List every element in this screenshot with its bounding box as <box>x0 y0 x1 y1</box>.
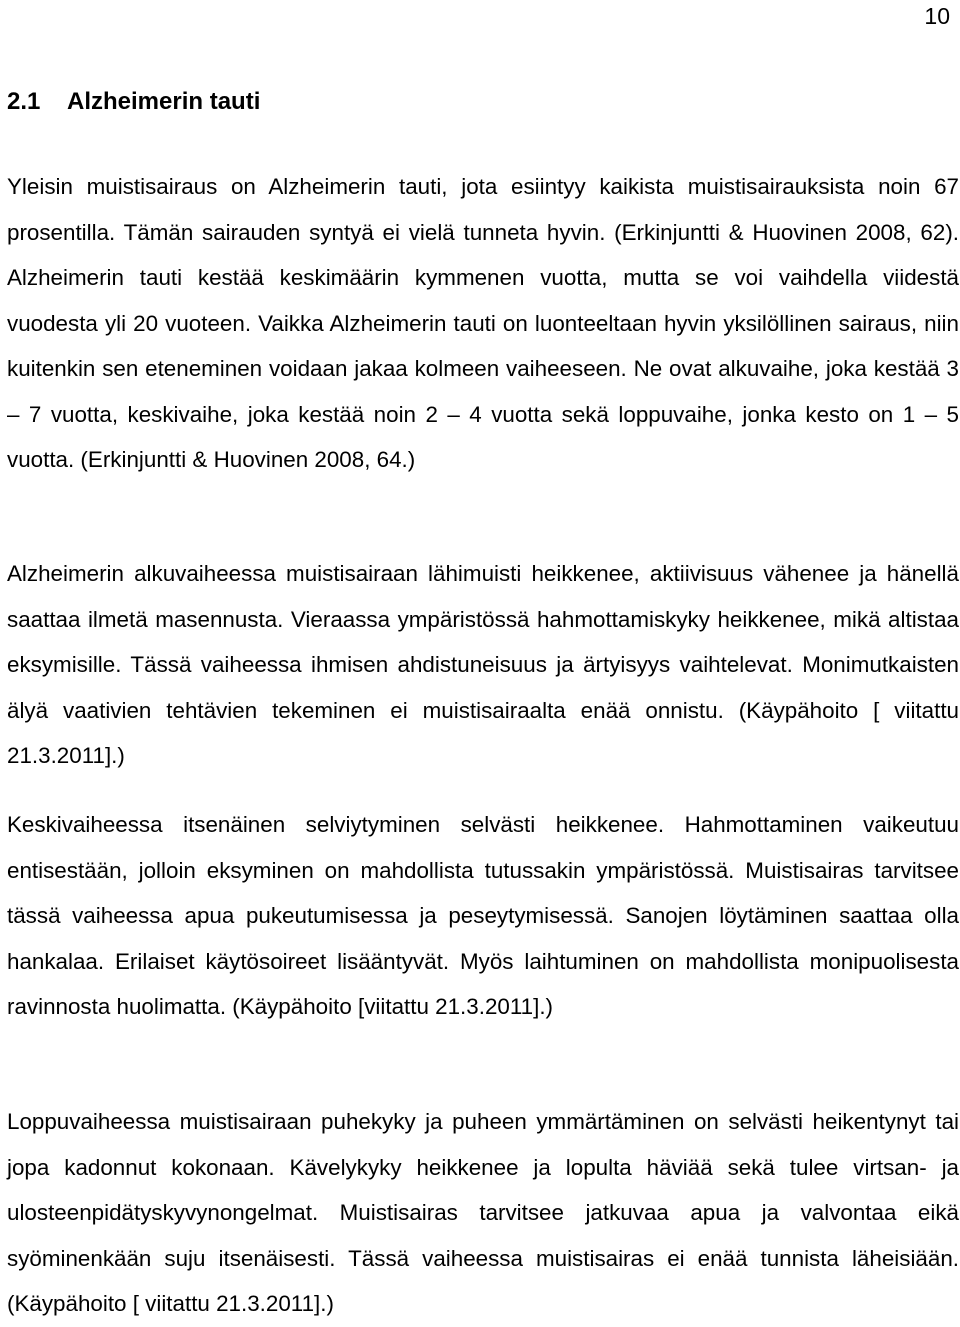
section-title: Alzheimerin tauti <box>67 88 261 115</box>
section-number: 2.1 <box>7 88 41 115</box>
paragraph-overview: Yleisin muistisairaus on Alzheimerin tauti, jota esiintyy kaikista muistisairauksista noin 67 prosentilla. Tämän sairauden syntyä ei vielä tunneta hyvin. (Erkinjuntti & Huovinen 2008, 62). Alzheimerin tauti kestää keskimäärin kymmenen vuotta, mutta se voi vaihdella viidestä vuodesta yli 20 vuoteen. Vaikka Alzheimerin tauti on luonteeltaan hyvin yksilöllinen sairaus, niin kuitenkin sen eteneminen voidaan jakaa kolmeen vaiheeseen. Ne ovat alkuvaihe, joka kestää 3 – 7 vuotta, keskivaihe, joka kestää noin 2 – 4 vuotta sekä loppuvaihe, jonka kesto on 1 – 5 vuotta. (Erkinjuntti & Huovinen 2008, 64.) <box>7 174 959 472</box>
page-number: 10 <box>924 3 950 29</box>
section-heading <box>7 86 260 118</box>
paragraph-middle-stage: Keskivaiheessa itsenäinen selviytyminen selvästi heikkenee. Hahmottaminen vaikeutuu entisestään, jolloin eksyminen on mahdollista tutussakin ympäristössä. Muistisairas tarvitsee tässä vaiheessa apua pukeutumisessa ja peseytymisessä. Sanojen löytäminen saattaa olla hankalaa. Erilaiset käytösoireet lisääntyvät. Myös laihtuminen on mahdollista monipuolisesta ravinnosta huolimatta. (Käypähoito [viitattu 21.3.2011].) <box>7 812 959 1019</box>
paragraph-late-stage: Loppuvaiheessa muistisairaan puhekyky ja puheen ymmärtäminen on selvästi heikentynyt tai jopa kadonnut kokonaan. Kävelykyky heikkenee ja lopulta häviää sekä tulee virtsan- ja ulosteenpidätyskyvynongelmat. Muistisairas tarvitsee jatkuvaa apua ja valvontaa eikä syöminenkään suju itsenäisesti. Tässä vaiheessa muistisairas ei enää tunnista läheisiään. (Käypähoito [ viitattu 21.3.2011].) <box>7 1109 959 1316</box>
paragraph-early-stage: Alzheimerin alkuvaiheessa muistisairaan lähimuisti heikkenee, aktiivisuus vähenee ja hänellä saattaa ilmetä masennusta. Vieraassa ympäristössä hahmottamiskyky heikkenee, mikä altistaa eksymisille. Tässä vaiheessa ihmisen ahdistuneisuus ja ärtyisyys vaihtelevat. Monimutkaisten älyä vaativien tehtävien tekeminen ei muistisairaalta enää onnistu. (Käypähoito [ viitattu 21.3.2011].) <box>7 561 959 768</box>
